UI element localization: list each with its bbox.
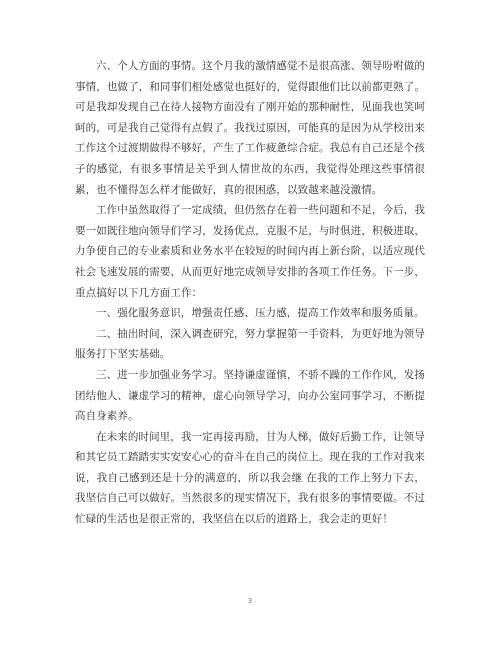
paragraph-work-plan: 工作中虽然取得了一定成绩，但仍然存在着一些问题和不足，今后，我要一如既往地向领导们学习，发扬优点，克服不足，与时俱进，积极进取，力争使自己的专业素质和业务水平在较短的时间内再上新台阶，以适应现代社会飞速发展的需要，从而更好地完成领导安排的各项工作任务。下一步，重点搞好以下几方面工作： [75,204,425,299]
body-text [75,56,425,530]
paragraph-item-1: 一、强化服务意识，增强责任感、压力感，提高工作效率和服务质量。 [96,307,425,320]
paragraph-conclusion: 在未来的时间里，我一定再接再励，甘为人梯，做好后勤工作，让领导和其它员工踏踏实实安安心心的奋斗在自己的岗位上。现在我的工作对我来说，我自己感到还是十分的满意的，所以我会继 在我的工作上努力下去，我坚信自己可以做好。当然很多的现实情况下，我有很多的事情要做。不过忙碌的生活也是很正常的，我坚信在以后的道路上，我会走的更好！ [75,430,425,526]
paragraph-item-3: 三、进一步加强业务学习。坚持谦虚谨慎，不骄不躁的工作作风，发扬团结他人、谦虚学习的精神，虚心向领导学习，向办公室同事学习，不断提高自身素养。 [75,368,425,423]
page-number: 3 [247,597,253,605]
paragraph-personal-matters: 六、个人方面的事情。这个月我的激情感觉不是很高涨、领导吩咐做的事情，也做了，和同事们相处感觉也挺好的，觉得跟他们比以前都更熟了。可是我却发现自己在待人接物方面没有了刚开始的那种耐性，见面我也笑呵呵的，可是我自己觉得有点假了。我找过原因，可能真的是因为从学校出来工作这个过渡期做得不够好，产生了工作疲惫综合症。我总有自己还是个孩子的感觉，有很多事情是关乎到人情世故的东西，我觉得处理这些事情很累，也不懂得怎么样才能做好，真的很困惑，以致越来越没激情。 [75,60,425,196]
paragraph-item-2: 二、抽出时间，深入调查研究，努力掌握第一手资料，为更好地为领导服务打下坚实基础。 [75,327,425,361]
